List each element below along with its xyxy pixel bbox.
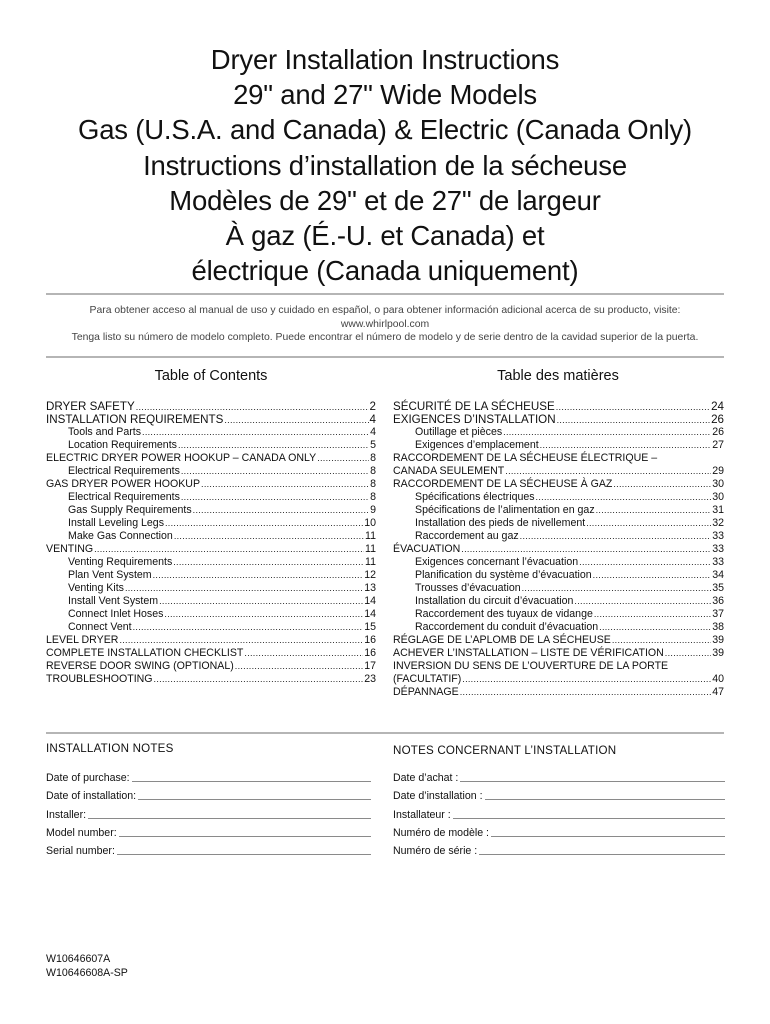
- note-field-line[interactable]: [119, 836, 371, 837]
- toc-leader-dots: [181, 465, 369, 478]
- toc-entry-page: 16: [364, 634, 376, 646]
- toc-entry[interactable]: [393, 647, 724, 660]
- toc-entry-label: Raccordement au gaz: [415, 530, 519, 542]
- toc-leader-dots: [505, 465, 711, 478]
- toc-entry-label: Installation du circuit d’évacuation: [415, 595, 574, 607]
- toc-entry[interactable]: [46, 439, 376, 452]
- divider: [46, 356, 724, 358]
- toc-entry-label: REVERSE DOOR SWING (OPTIONAL): [46, 660, 234, 672]
- installation-notes-fr: [393, 766, 725, 857]
- title-line: électrique (Canada uniquement): [191, 255, 579, 287]
- toc-entry[interactable]: [393, 543, 724, 556]
- toc-entry-label: ACHEVER L’INSTALLATION – LISTE DE VÉRIFICATION: [393, 647, 664, 659]
- toc-leader-dots: [599, 621, 711, 634]
- toc-entry[interactable]: [393, 439, 724, 452]
- toc-leader-dots: [165, 517, 363, 530]
- toc-entry-label: Venting Requirements: [68, 556, 173, 568]
- toc-entry[interactable]: [46, 413, 376, 426]
- toc-entry-page: 5: [370, 439, 376, 451]
- toc-entry-page: 32: [712, 517, 724, 529]
- toc-entry-label: DRYER SAFETY: [46, 400, 135, 413]
- toc-leader-dots: [154, 673, 364, 686]
- toc-entry-page: 16: [364, 647, 376, 659]
- toc-entry-page: 23: [364, 673, 376, 685]
- toc-entry-page: 2: [369, 400, 376, 413]
- toc-entry[interactable]: [393, 413, 724, 426]
- toc-leader-dots: [522, 582, 712, 595]
- toc-leader-dots: [596, 504, 712, 517]
- toc-entry-label: Gas Supply Requirements: [68, 504, 192, 516]
- toc-entry-label: Exigences d’emplacement: [415, 439, 539, 451]
- title-line: Modèles de 29" et de 27" de largeur: [169, 184, 601, 216]
- toc-entry[interactable]: [46, 569, 376, 582]
- toc-entry-page: 8: [370, 465, 376, 477]
- toc-entry-page: 36: [712, 595, 724, 607]
- toc-entry[interactable]: [46, 517, 376, 530]
- toc-entry-label: EXIGENCES D’INSTALLATION: [393, 413, 556, 426]
- toc-leader-dots: [159, 595, 363, 608]
- toc-entry-page: 35: [712, 582, 724, 594]
- note-field-label: Numéro de série :: [393, 844, 478, 857]
- toc-entry[interactable]: [46, 452, 376, 465]
- toc-entry[interactable]: [46, 608, 376, 621]
- document-numbers: [46, 953, 128, 980]
- toc-entry-page: 38: [712, 621, 724, 633]
- toc-entry-label: Exigences concernant l’évacuation: [415, 556, 579, 568]
- toc-entry-label: INVERSION DU SENS DE L’OUVERTURE DE LA PORTE: [393, 660, 669, 672]
- toc-entry-label: Electrical Requirements: [68, 465, 180, 477]
- toc-leader-dots: [579, 556, 711, 569]
- installation-notes-heading: INSTALLATION NOTES: [46, 742, 174, 755]
- note-field: [46, 766, 371, 784]
- toc-leader-dots: [224, 413, 368, 427]
- toc-leader-dots: [178, 439, 369, 452]
- toc-entry-label: DÉPANNAGE: [393, 686, 459, 698]
- access-text: Tenga listo su número de modelo completo. Puede encontrar el número de modelo y de serie dentro de la cavidad superior de la puerta.: [71, 332, 699, 343]
- toc-leader-dots: [520, 530, 712, 543]
- document-title: [0, 42, 770, 288]
- toc-leader-dots: [665, 647, 711, 660]
- note-field: [46, 821, 371, 839]
- toc-entry-page: 29: [712, 465, 724, 477]
- toc-leader-dots: [612, 634, 711, 647]
- toc-leader-dots: [593, 569, 712, 582]
- toc-entry-label: Install Vent System: [68, 595, 159, 607]
- toc-leader-dots: [136, 400, 369, 414]
- toc-entry[interactable]: [46, 595, 376, 608]
- toc-entry-page: 27: [712, 439, 724, 451]
- note-field-line[interactable]: [453, 818, 725, 819]
- note-field-label: Numéro de modèle :: [393, 826, 489, 839]
- toc-entry-page: 14: [364, 595, 376, 607]
- note-field: [46, 839, 371, 857]
- toc-entry-page: 31: [712, 504, 724, 516]
- toc-entry-label: INSTALLATION REQUIREMENTS: [46, 413, 224, 426]
- toc-entry-label: VENTING: [46, 543, 94, 555]
- toc-entry-page: 10: [364, 517, 376, 529]
- toc-entry-page: 30: [712, 478, 724, 490]
- toc-entry-label: Electrical Requirements: [68, 491, 180, 503]
- toc-entry-page: 33: [712, 530, 724, 542]
- toc-entry-label: COMPLETE INSTALLATION CHECKLIST: [46, 647, 244, 659]
- toc-leader-dots: [460, 686, 711, 699]
- note-field: [393, 784, 725, 802]
- toc-leader-dots: [540, 439, 712, 452]
- note-field: [46, 802, 371, 820]
- toc-entry[interactable]: [393, 452, 724, 465]
- toc-entry[interactable]: [393, 556, 724, 569]
- note-field: [46, 784, 371, 802]
- toc-entry[interactable]: [46, 621, 376, 634]
- toc-entry-page: 26: [711, 413, 724, 426]
- note-field-line[interactable]: [491, 836, 725, 837]
- toc-leader-dots: [181, 491, 369, 504]
- toc-entry-page: 8: [370, 491, 376, 503]
- note-field-line[interactable]: [479, 854, 725, 855]
- toc-leader-dots: [462, 673, 711, 686]
- document-number: W10646607A: [46, 953, 111, 965]
- toc-entry-page: 26: [712, 426, 724, 438]
- toc-entry[interactable]: [393, 517, 724, 530]
- toc-leader-dots: [594, 608, 711, 621]
- toc-entry[interactable]: [393, 491, 724, 504]
- note-field: [393, 766, 725, 784]
- toc-entry-page: 30: [712, 491, 724, 503]
- toc-entry[interactable]: [46, 582, 376, 595]
- toc-entry-label: RÉGLAGE DE L’APLOMB DE LA SÉCHEUSE: [393, 634, 611, 646]
- toc-entry-page: 4: [370, 426, 376, 438]
- toc-entry-label: Tools and Parts: [68, 426, 142, 438]
- toc-heading-fr: Table des matières: [497, 368, 619, 384]
- toc-entry[interactable]: [393, 673, 724, 686]
- toc-entry-page: 33: [712, 556, 724, 568]
- toc-entry-label: TROUBLESHOOTING: [46, 673, 153, 685]
- toc-leader-dots: [125, 582, 363, 595]
- note-field-line[interactable]: [138, 799, 371, 800]
- toc-entry[interactable]: [393, 595, 724, 608]
- toc-leader-dots: [556, 400, 710, 414]
- toc-entry-label: Connect Inlet Hoses: [68, 608, 164, 620]
- toc-leader-dots: [173, 556, 364, 569]
- toc-entry-label: CANADA SEULEMENT: [393, 465, 505, 477]
- toc-entry-page: 8: [370, 452, 376, 464]
- note-field-line[interactable]: [132, 781, 371, 782]
- toc-entry-page: 40: [712, 673, 724, 685]
- toc-entry-label: RACCORDEMENT DE LA SÉCHEUSE À GAZ: [393, 478, 613, 490]
- toc-entry[interactable]: [46, 660, 376, 673]
- toc-entry-page: 33: [712, 543, 724, 555]
- toc-entry-page: 39: [712, 634, 724, 646]
- toc-leader-dots: [536, 491, 712, 504]
- toc-entry[interactable]: [393, 569, 724, 582]
- toc-leader-dots: [94, 543, 364, 556]
- toc-leader-dots: [461, 543, 711, 556]
- toc-leader-dots: [133, 621, 364, 634]
- note-field-label: Serial number:: [46, 844, 115, 857]
- title-line: Instructions d’installation de la sécheuse: [143, 149, 627, 181]
- toc-entry-label: Connect Vent: [68, 621, 132, 633]
- toc-leader-dots: [503, 426, 711, 439]
- toc-entry[interactable]: [46, 465, 376, 478]
- note-field-label: Installer:: [46, 808, 87, 821]
- toc-entry[interactable]: [393, 504, 724, 517]
- toc-entry[interactable]: [46, 530, 376, 543]
- spanish-access-notice: [0, 304, 770, 345]
- toc-entry-page: 17: [364, 660, 376, 672]
- toc-entry-label: Plan Vent System: [68, 569, 152, 581]
- toc-entry[interactable]: [46, 504, 376, 517]
- toc-leader-dots: [201, 478, 369, 491]
- toc-leader-dots: [142, 426, 369, 439]
- toc-entry[interactable]: [393, 478, 724, 491]
- note-field-label: Date of purchase:: [46, 772, 130, 785]
- note-field: [393, 821, 725, 839]
- toc-leader-dots: [586, 517, 711, 530]
- title-line: À gaz (É.-U. et Canada) et: [225, 220, 545, 252]
- note-field-label: Date of installation:: [46, 790, 137, 803]
- toc-leader-dots: [153, 569, 364, 582]
- title-line: Gas (U.S.A. and Canada) & Electric (Canada Only): [78, 114, 692, 146]
- note-field-line[interactable]: [117, 854, 371, 855]
- toc-entry-label: Venting Kits: [68, 582, 124, 594]
- toc-leader-dots: [557, 413, 711, 427]
- toc-entry-label: SÉCURITÉ DE LA SÉCHEUSE: [393, 400, 555, 413]
- table-of-contents-fr: [393, 400, 724, 699]
- toc-entry[interactable]: [393, 634, 724, 647]
- toc-entry[interactable]: [393, 426, 724, 439]
- note-field-line[interactable]: [88, 818, 371, 819]
- toc-entry-label: Planification du système d’évacuation: [415, 569, 592, 581]
- toc-entry[interactable]: [393, 465, 724, 478]
- toc-entry-label: ÉVACUATION: [393, 543, 461, 555]
- toc-entry-label: Location Requirements: [68, 439, 177, 451]
- toc-entry-label: RACCORDEMENT DE LA SÉCHEUSE ÉLECTRIQUE –: [393, 452, 658, 464]
- toc-leader-dots: [613, 478, 711, 491]
- note-field: [393, 802, 725, 820]
- toc-leader-dots: [574, 595, 711, 608]
- toc-entry[interactable]: [46, 634, 376, 647]
- toc-entry[interactable]: [393, 621, 724, 634]
- toc-entry[interactable]: [46, 478, 376, 491]
- toc-entry-page: 34: [712, 569, 724, 581]
- toc-leader-dots: [174, 530, 364, 543]
- toc-entry-page: 11: [365, 543, 376, 555]
- toc-entry-page: 11: [365, 530, 376, 542]
- toc-leader-dots: [244, 647, 363, 660]
- note-field: [393, 839, 725, 857]
- toc-leader-dots: [193, 504, 369, 517]
- toc-entry-label: Install Leveling Legs: [68, 517, 164, 529]
- toc-entry-page: 24: [711, 400, 724, 413]
- toc-entry-label: ELECTRIC DRYER POWER HOOKUP – CANADA ONLY: [46, 452, 317, 464]
- toc-entry-page: 12: [364, 569, 376, 581]
- toc-entry[interactable]: [46, 543, 376, 556]
- toc-entry[interactable]: [393, 400, 724, 413]
- divider: [46, 732, 724, 734]
- toc-entry-label: Make Gas Connection: [68, 530, 173, 542]
- toc-heading-en: Table of Contents: [154, 368, 268, 384]
- toc-entry-page: 15: [364, 621, 376, 633]
- note-field-label: Date d’achat :: [393, 772, 459, 785]
- toc-entry-label: Trousses d’évacuation: [415, 582, 521, 594]
- note-field-label: Model number:: [46, 826, 117, 839]
- toc-entry-page: 47: [712, 686, 724, 698]
- toc-entry-label: Raccordement du conduit d’évacuation: [415, 621, 599, 633]
- toc-leader-dots: [235, 660, 363, 673]
- toc-leader-dots: [119, 634, 363, 647]
- note-field-line[interactable]: [460, 781, 725, 782]
- toc-entry[interactable]: [393, 582, 724, 595]
- toc-entry-label: Installation des pieds de nivellement: [415, 517, 586, 529]
- toc-entry-label: Raccordement des tuyaux de vidange: [415, 608, 593, 620]
- toc-entry[interactable]: [393, 686, 724, 699]
- toc-entry[interactable]: [46, 647, 376, 660]
- note-field-line[interactable]: [485, 799, 725, 800]
- toc-entry-page: 9: [370, 504, 376, 516]
- title-line: 29" and 27" Wide Models: [233, 79, 537, 111]
- toc-entry-page: 11: [365, 556, 376, 568]
- toc-entry-label: LEVEL DRYER: [46, 634, 119, 646]
- access-text: Para obtener acceso al manual de uso y cuidado en español, o para obtener información adicional acerca de su producto, visite:: [89, 305, 681, 316]
- installation-notes-heading-fr: NOTES CONCERNANT L’INSTALLATION: [393, 744, 617, 757]
- toc-entry-page: 8: [370, 478, 376, 490]
- table-of-contents-en: [46, 400, 376, 686]
- installation-notes-en: [46, 766, 371, 857]
- toc-entry-label: Spécifications de l’alimentation en gaz: [415, 504, 595, 516]
- toc-entry[interactable]: [46, 556, 376, 569]
- toc-entry-page: 14: [364, 608, 376, 620]
- toc-entry[interactable]: [46, 673, 376, 686]
- toc-entry[interactable]: [393, 660, 724, 673]
- divider: [46, 293, 724, 295]
- toc-entry-page: 39: [712, 647, 724, 659]
- toc-entry[interactable]: [46, 426, 376, 439]
- website-link[interactable]: www.whirlpool.com: [340, 318, 430, 330]
- toc-entry[interactable]: [393, 530, 724, 543]
- toc-entry[interactable]: [393, 608, 724, 621]
- toc-entry-label: (FACULTATIF): [393, 673, 462, 685]
- toc-entry-label: Spécifications électriques: [415, 491, 535, 503]
- toc-leader-dots: [164, 608, 363, 621]
- toc-entry-page: 37: [712, 608, 724, 620]
- toc-entry[interactable]: [46, 491, 376, 504]
- toc-entry-label: Outillage et pièces: [415, 426, 503, 438]
- toc-entry-page: 4: [369, 413, 376, 426]
- document-number: W10646608A-SP: [46, 966, 128, 979]
- toc-leader-dots: [317, 452, 369, 465]
- note-field-label: Installateur :: [393, 808, 451, 821]
- title-line: Dryer Installation Instructions: [210, 44, 560, 75]
- toc-entry[interactable]: [46, 400, 376, 413]
- note-field-label: Date d’installation :: [393, 790, 483, 803]
- toc-entry-label: GAS DRYER POWER HOOKUP: [46, 478, 201, 490]
- toc-entry-page: 13: [364, 582, 376, 594]
